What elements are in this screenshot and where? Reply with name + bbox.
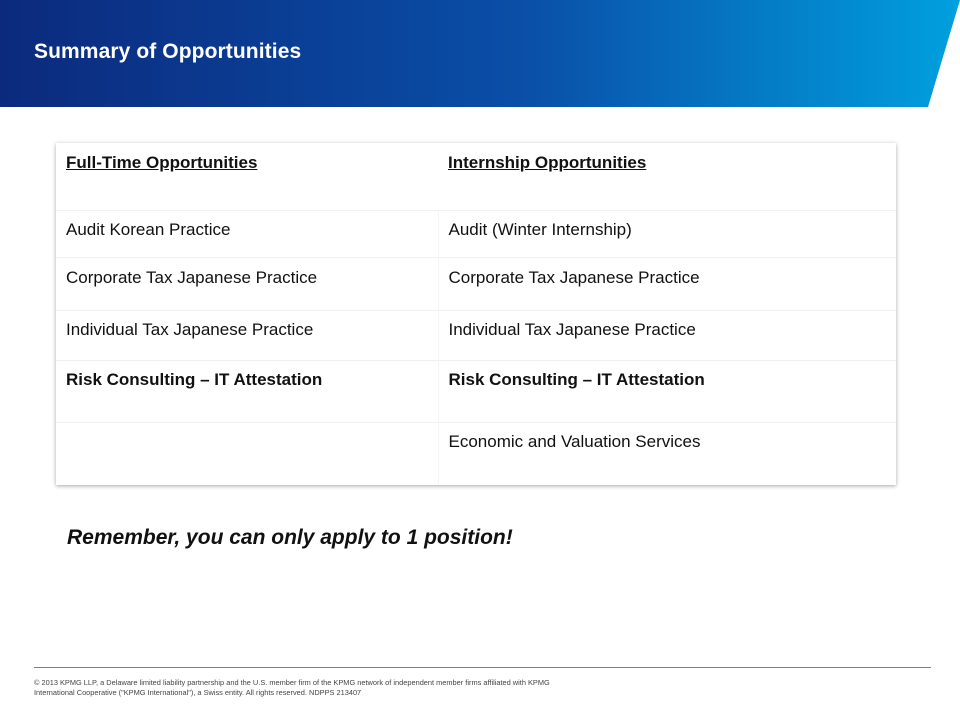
page-title: Summary of Opportunities <box>34 40 302 63</box>
full-time-cell: Risk Consulting – IT Attestation <box>56 360 438 422</box>
full-time-cell: Individual Tax Japanese Practice <box>56 310 438 360</box>
table-row <box>56 360 896 422</box>
column-header-full-time: Full-Time Opportunities <box>66 153 258 172</box>
footer-divider <box>34 667 931 668</box>
table-row <box>56 422 896 485</box>
table-header-row <box>56 143 896 210</box>
reminder-note: Remember, you can only apply to 1 position! <box>67 526 513 549</box>
table-row <box>56 210 896 257</box>
internship-cell: Economic and Valuation Services <box>438 422 896 485</box>
header-banner <box>0 0 960 107</box>
column-header-internship: Internship Opportunities <box>448 153 647 172</box>
internship-cell: Risk Consulting – IT Attestation <box>438 360 896 422</box>
internship-cell: Corporate Tax Japanese Practice <box>438 257 896 310</box>
internship-cell: Individual Tax Japanese Practice <box>438 310 896 360</box>
table-row <box>56 257 896 310</box>
copyright-footer <box>34 678 734 697</box>
opportunities-table <box>56 143 896 485</box>
copyright-line-2: International Cooperative ("KPMG International"), a Swiss entity. All rights reserved. NDPPS 213407 <box>34 687 362 697</box>
full-time-cell: Audit Korean Practice <box>56 210 438 257</box>
table-row <box>56 310 896 360</box>
full-time-cell: Corporate Tax Japanese Practice <box>56 257 438 310</box>
full-time-cell <box>56 422 438 485</box>
copyright-line-1: © 2013 KPMG LLP, a Delaware limited liability partnership and the U.S. member firm of the KPMG network of independent member firms affiliated with KPMG <box>34 678 550 687</box>
internship-cell: Audit (Winter Internship) <box>438 210 896 257</box>
